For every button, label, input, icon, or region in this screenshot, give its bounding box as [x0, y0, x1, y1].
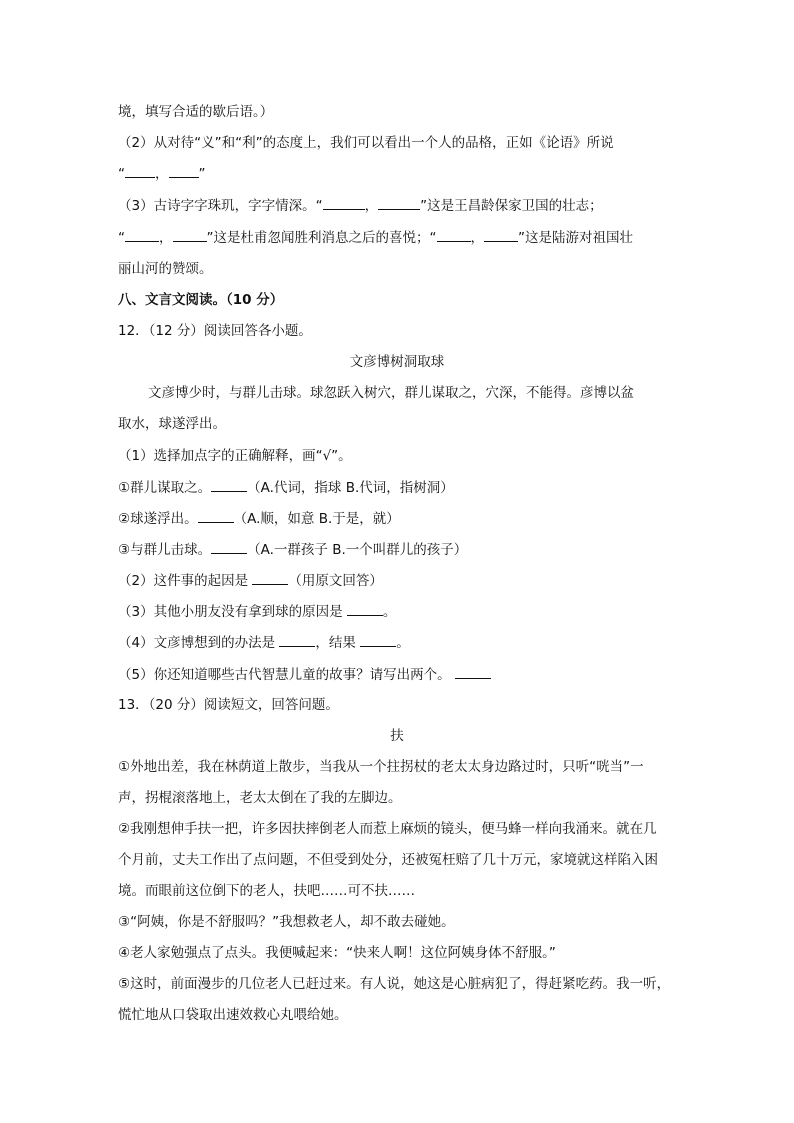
- q12-sub4: （4）文彦博想到的办法是 ，结果 。: [118, 635, 410, 651]
- q12-sub1: （1）选择加点字的正确解释，画“√”。: [118, 448, 352, 464]
- answer-blank[interactable]: [360, 633, 396, 647]
- passage-line: ②我刚想伸手扶一把，许多因扶摔倒老人而惹上麻烦的镜头，便马蜂一样向我涌来。就在几: [118, 821, 657, 837]
- answer-blank[interactable]: [378, 196, 420, 210]
- q12-sub5: （5）你还知道哪些古代智慧儿童的故事？请写出两个。: [118, 665, 491, 684]
- q11-instruction-tail: 境，填写合适的歇后语。）: [118, 104, 274, 120]
- passage-line: 文彦博少时，与群儿击球。球忽跃入树穴，群儿谋取之，穴深，不能得。彦博以盆: [148, 385, 634, 401]
- answer-blank[interactable]: [437, 228, 471, 242]
- passage-line: ③“阿姨，你是不舒服吗？”我想救老人，却不敢去碰她。: [118, 914, 455, 930]
- q12-sub1-a: ①群儿谋取之。 （A.代词，指球 B.代词，指树洞）: [118, 480, 454, 496]
- q13-stem: 13．（20 分）阅读短文，回答问题。: [118, 697, 339, 713]
- q12-sub2: （2）这件事的起因是 （用原文回答）: [118, 573, 383, 589]
- answer-blank[interactable]: [125, 228, 159, 242]
- passage-line: 境。而眼前这位倒下的老人，扶吧……可不扶……: [118, 883, 415, 899]
- passage-line: ⑤这时，前面漫步的几位老人已赶过来。有人说，她这是心脏病犯了，得赶紧吃药。我一听，: [118, 976, 671, 992]
- q11-part3-line2: “ ， ”这是杜甫忽闻胜利消息之后的喜悦；“ ， ”这是陆游对祖国壮: [118, 230, 633, 246]
- passage-line: ①外地出差，我在林荫道上散步，当我从一个拄拐杖的老太太身边路过时，只听“咣当”一: [118, 759, 644, 775]
- q12-sub1-c: ③与群儿击球。 （A.一群孩子 B.一个叫群儿的孩子）: [118, 542, 468, 558]
- q12-sub3: （3）其他小朋友没有拿到球的原因是 。: [118, 604, 397, 620]
- q11-part3-line1: （3）古诗字字珠玑，字字情深。“ ， ”这是王昌龄保家卫国的壮志；: [118, 198, 603, 214]
- passage-title: 文彦博树洞取球: [349, 354, 445, 370]
- q11-part3-line3: 丽山河的赞颂。: [118, 261, 213, 277]
- q11-part2-line1: （2）从对待“义”和“利”的态度上，我们可以看出一个人的品格，正如《论语》所说: [118, 135, 614, 151]
- q12-stem: 12．（12 分）阅读回答各小题。: [118, 323, 312, 339]
- q12-sub1-b: ②球遂浮出。 （A.顺，如意 B.于是，就）: [118, 511, 400, 527]
- answer-blank[interactable]: [211, 478, 247, 492]
- passage-line: 慌忙地从口袋取出速效救心丸喂给她。: [118, 1007, 348, 1023]
- section-heading: 八、文言文阅读。（10 分）: [118, 292, 284, 308]
- answer-blank[interactable]: [455, 665, 491, 679]
- passage-line: 声，拐棍滚落地上，老太太倒在了我的左脚边。: [118, 790, 402, 806]
- passage-line: 个月前，丈夫工作出了点问题，不但受到处分，还被冤枉赔了几十万元，家境就这样陷入困: [118, 852, 658, 868]
- answer-blank[interactable]: [279, 633, 315, 647]
- answer-blank[interactable]: [252, 571, 288, 585]
- answer-blank[interactable]: [125, 164, 155, 178]
- answer-blank[interactable]: [484, 228, 518, 242]
- answer-blank[interactable]: [173, 228, 207, 242]
- passage-title: 扶: [390, 728, 404, 744]
- answer-blank[interactable]: [198, 509, 234, 523]
- q11-part2-line2: “ ， ”: [118, 166, 206, 182]
- passage-line: ④老人家勉强点了点头。我便喊起来：“快来人啊！这位阿姨身体不舒服。”: [118, 945, 556, 961]
- answer-blank[interactable]: [211, 540, 247, 554]
- answer-blank[interactable]: [169, 164, 199, 178]
- answer-blank[interactable]: [323, 196, 365, 210]
- passage-line: 取水，球遂浮出。: [118, 416, 226, 432]
- answer-blank[interactable]: [347, 602, 383, 616]
